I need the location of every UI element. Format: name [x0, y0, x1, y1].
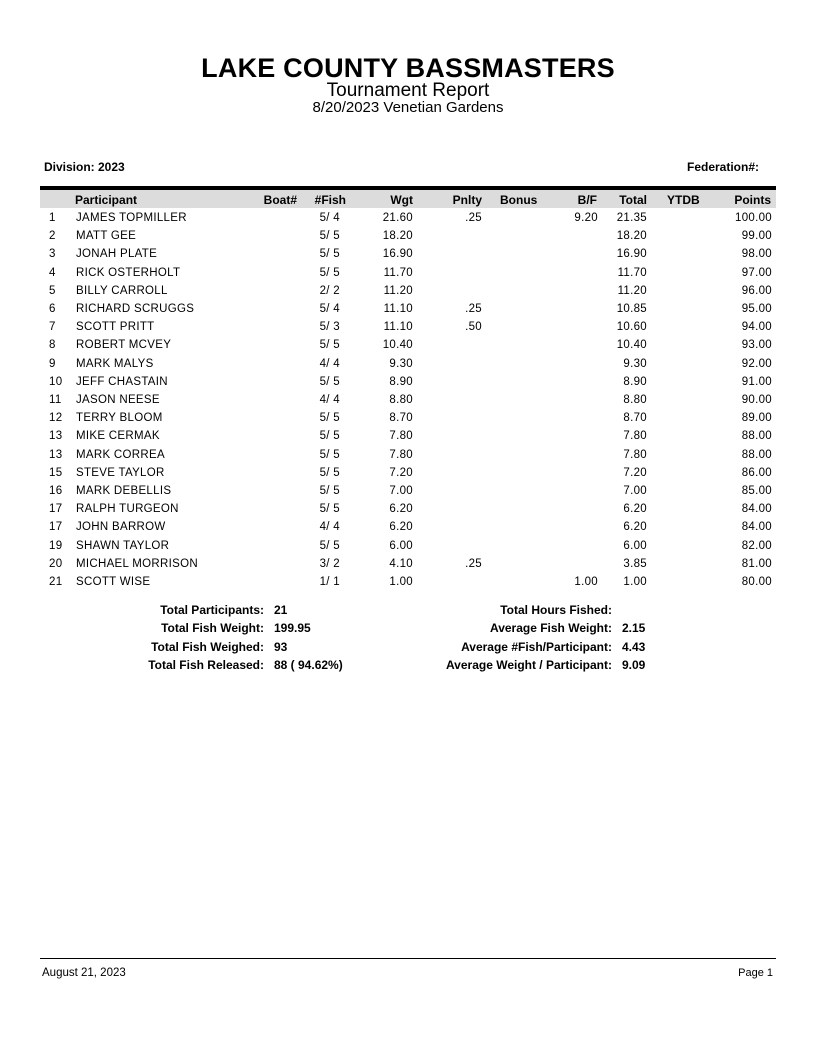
- weight-cell: 10.40: [382, 339, 413, 352]
- penalty-cell: .50: [465, 321, 482, 334]
- fish-cell: 5/ 5: [319, 448, 340, 461]
- weight-cell: 8.90: [389, 375, 413, 388]
- participant-cell: JONAH PLATE: [76, 248, 158, 261]
- participant-cell: MARK DEBELLIS: [76, 485, 172, 497]
- table-row: [40, 336, 776, 354]
- points-cell: 99.00: [741, 230, 772, 243]
- participant-cell: MIKE CERMAK: [76, 430, 160, 443]
- participant-cell: RALPH TURGEON: [76, 503, 179, 516]
- fish-cell: 5/ 5: [319, 503, 340, 516]
- summary-value: 2.15: [622, 621, 646, 636]
- fish-cell: 5/ 5: [319, 466, 340, 479]
- total-cell: 9.30: [623, 357, 647, 370]
- fish-cell: 5/ 5: [319, 375, 340, 388]
- total-cell: 16.90: [616, 248, 647, 261]
- fish-cell: 5/ 4: [319, 212, 340, 224]
- place-cell: 6: [49, 303, 56, 315]
- col-points: Points: [734, 193, 771, 207]
- place-cell: 13: [49, 430, 63, 443]
- table-row: [40, 373, 776, 391]
- penalty-cell: .25: [465, 303, 482, 315]
- participant-cell: MARK MALYS: [76, 357, 154, 370]
- fish-cell: 5/ 5: [319, 339, 340, 352]
- total-cell: 1.00: [623, 576, 647, 588]
- weight-cell: 21.60: [382, 212, 413, 224]
- summary-label: Average Weight / Participant:: [445, 657, 612, 672]
- place-cell: 17: [49, 521, 63, 534]
- place-cell: 12: [49, 412, 63, 425]
- points-cell: 94.00: [741, 321, 772, 334]
- summary-value: 21: [274, 603, 288, 617]
- total-cell: 7.80: [623, 430, 647, 443]
- participant-cell: BILLY CARROLL: [76, 284, 168, 297]
- total-cell: 6.00: [623, 539, 647, 552]
- place-cell: 8: [49, 339, 56, 352]
- table-row: [40, 355, 776, 373]
- participant-cell: JEFF CHASTAIN: [76, 375, 168, 388]
- weight-cell: 8.70: [389, 412, 413, 425]
- footer-rule: [40, 958, 776, 959]
- weight-cell: 7.80: [389, 430, 413, 443]
- weight-cell: 6.20: [389, 521, 413, 534]
- fish-cell: 5/ 4: [319, 303, 340, 315]
- place-cell: 19: [49, 539, 63, 552]
- weight-cell: 18.20: [382, 230, 413, 243]
- participant-cell: SCOTT WISE: [76, 576, 151, 588]
- total-cell: 21.35: [616, 212, 647, 224]
- total-cell: 8.90: [623, 375, 647, 388]
- place-cell: 11: [49, 394, 62, 406]
- total-cell: 10.40: [616, 339, 647, 352]
- points-cell: 80.00: [741, 576, 772, 588]
- table-row: [40, 318, 776, 336]
- participant-cell: JOHN BARROW: [76, 521, 166, 534]
- points-cell: 81.00: [741, 557, 772, 570]
- table-row: [40, 464, 776, 482]
- fish-cell: 5/ 5: [319, 248, 340, 261]
- fish-cell: 5/ 3: [319, 321, 340, 334]
- fish-cell: 4/ 4: [319, 394, 340, 406]
- weight-cell: 7.00: [389, 485, 413, 497]
- table-header: [40, 190, 776, 208]
- summary-label: Average Fish Weight:: [489, 621, 612, 636]
- summary-value: 88 ( 94.62%): [274, 657, 343, 672]
- col-ytdb: YTDB: [667, 193, 700, 207]
- summary-value: 9.09: [622, 657, 646, 672]
- participant-cell: SCOTT PRITT: [76, 321, 155, 334]
- weight-cell: 7.20: [389, 466, 413, 479]
- summary-label: Total Hours Fished:: [500, 603, 612, 617]
- place-cell: 1: [49, 212, 56, 224]
- points-cell: 92.00: [741, 357, 772, 370]
- col-total: Total: [619, 193, 647, 207]
- participant-cell: JAMES TOPMILLER: [76, 212, 187, 224]
- weight-cell: 7.80: [389, 448, 413, 461]
- total-cell: 11.70: [617, 266, 647, 279]
- points-cell: 98.00: [741, 248, 772, 261]
- fish-cell: 5/ 5: [319, 412, 340, 425]
- table-row: [40, 264, 776, 282]
- col-wgt: Wgt: [390, 193, 413, 207]
- big-fish-cell: 1.00: [574, 576, 598, 588]
- place-cell: 16: [49, 485, 63, 497]
- summary-label: Average #Fish/Participant:: [461, 639, 612, 654]
- total-cell: 8.70: [623, 412, 647, 425]
- table-row: [40, 209, 776, 227]
- fish-cell: 3/ 2: [319, 557, 340, 570]
- weight-cell: 11.70: [383, 266, 413, 279]
- total-cell: 6.20: [623, 521, 647, 534]
- points-cell: 89.00: [741, 412, 772, 425]
- event-name: 8/20/2023 Venetian Gardens: [312, 99, 504, 116]
- participant-cell: SHAWN TAYLOR: [76, 539, 170, 552]
- place-cell: 5: [49, 284, 56, 297]
- total-cell: 7.20: [623, 466, 647, 479]
- points-cell: 86.00: [741, 466, 772, 479]
- table-row: [40, 391, 776, 409]
- points-cell: 96.00: [741, 284, 772, 297]
- summary-label: Total Fish Weighed:: [151, 639, 264, 654]
- fish-cell: 5/ 5: [319, 230, 340, 243]
- participant-cell: JASON NEESE: [76, 394, 160, 406]
- total-cell: 7.80: [623, 448, 647, 461]
- weight-cell: 11.10: [383, 321, 413, 334]
- weight-cell: 4.10: [389, 557, 413, 570]
- points-cell: 84.00: [741, 503, 772, 516]
- table-row: [40, 518, 776, 536]
- points-cell: 97.00: [741, 266, 772, 279]
- points-cell: 100.00: [735, 212, 772, 224]
- table-row: [40, 555, 776, 573]
- place-cell: 3: [49, 248, 56, 261]
- page-number: Page 1: [738, 967, 773, 979]
- participant-cell: RICHARD SCRUGGS: [76, 303, 195, 315]
- fish-cell: 4/ 4: [319, 521, 340, 534]
- summary-label: Total Participants:: [160, 603, 264, 617]
- col-participant: Participant: [75, 193, 138, 207]
- fish-cell: 5/ 5: [319, 485, 340, 497]
- participant-cell: MATT GEE: [76, 230, 137, 243]
- place-cell: 7: [49, 321, 56, 334]
- points-cell: 90.00: [741, 394, 772, 406]
- place-cell: 20: [49, 557, 63, 570]
- participant-cell: STEVE TAYLOR: [76, 466, 165, 479]
- place-cell: 17: [49, 503, 63, 516]
- summary-value: 93: [274, 639, 288, 654]
- table-row: [40, 427, 776, 445]
- total-cell: 8.80: [623, 394, 647, 406]
- points-cell: 85.00: [741, 485, 772, 497]
- table-row: [40, 300, 776, 318]
- penalty-cell: .25: [465, 557, 482, 570]
- table-row: [40, 227, 776, 245]
- col-boat: Boat#: [263, 193, 297, 207]
- total-cell: 11.20: [617, 284, 647, 297]
- table-row: [40, 482, 776, 500]
- summary-label: Total Fish Weight:: [161, 621, 264, 636]
- fish-cell: 5/ 5: [319, 266, 340, 279]
- col-fish: #Fish: [314, 193, 346, 207]
- weight-cell: 11.10: [383, 303, 413, 315]
- summary-value: 4.43: [622, 639, 646, 654]
- total-cell: 3.85: [623, 557, 647, 570]
- place-cell: 4: [49, 266, 56, 279]
- big-fish-cell: 9.20: [574, 212, 598, 224]
- weight-cell: 6.20: [389, 503, 413, 516]
- place-cell: 2: [49, 230, 56, 243]
- total-cell: 6.20: [623, 503, 647, 516]
- points-cell: 84.00: [741, 521, 772, 534]
- points-cell: 88.00: [741, 430, 772, 443]
- weight-cell: 16.90: [382, 248, 413, 261]
- weight-cell: 1.00: [389, 576, 413, 588]
- table-row: [40, 573, 776, 591]
- table-row: [40, 245, 776, 263]
- weight-cell: 11.20: [383, 284, 413, 297]
- fish-cell: 1/ 1: [319, 576, 340, 588]
- points-cell: 88.00: [741, 448, 772, 461]
- weight-cell: 8.80: [389, 394, 413, 406]
- fish-cell: 5/ 5: [319, 539, 340, 552]
- participant-cell: ROBERT MCVEY: [76, 339, 172, 352]
- table-row: [40, 500, 776, 518]
- summary-label: Total Fish Released:: [148, 657, 264, 672]
- col-pnlty: Pnlty: [452, 193, 482, 207]
- points-cell: 82.00: [741, 539, 772, 552]
- division-label: Division: 2023: [44, 160, 125, 174]
- table-row: [40, 446, 776, 464]
- points-cell: 93.00: [741, 339, 772, 352]
- table-row: [40, 409, 776, 427]
- footer-date: August 21, 2023: [42, 967, 126, 979]
- place-cell: 21: [49, 576, 63, 588]
- total-cell: 10.60: [616, 321, 647, 334]
- place-cell: 9: [49, 357, 56, 370]
- place-cell: 10: [49, 375, 63, 388]
- weight-cell: 9.30: [389, 357, 413, 370]
- participant-cell: MICHAEL MORRISON: [76, 557, 198, 570]
- place-cell: 15: [49, 466, 63, 479]
- table-row: [40, 282, 776, 300]
- place-cell: 13: [49, 448, 63, 461]
- total-cell: 18.20: [616, 230, 647, 243]
- points-cell: 91.00: [741, 375, 772, 388]
- participant-cell: RICK OSTERHOLT: [76, 266, 181, 279]
- fish-cell: 5/ 5: [319, 430, 340, 443]
- points-cell: 95.00: [741, 303, 772, 315]
- table-row: [40, 537, 776, 555]
- penalty-cell: .25: [465, 212, 482, 224]
- fish-cell: 4/ 4: [319, 357, 340, 370]
- report-title: LAKE COUNTY BASSMASTERS: [201, 53, 615, 83]
- participant-cell: TERRY BLOOM: [76, 412, 163, 425]
- weight-cell: 6.00: [389, 539, 413, 552]
- federation-label: Federation#:: [686, 160, 759, 174]
- report-subtitle: Tournament Report: [326, 80, 490, 101]
- total-cell: 10.85: [616, 303, 647, 315]
- total-cell: 7.00: [623, 485, 647, 497]
- col-bf: B/F: [577, 193, 597, 207]
- participant-cell: MARK CORREA: [76, 448, 165, 461]
- col-bonus: Bonus: [500, 193, 538, 207]
- summary-value: 199.95: [274, 621, 311, 636]
- fish-cell: 2/ 2: [319, 284, 340, 297]
